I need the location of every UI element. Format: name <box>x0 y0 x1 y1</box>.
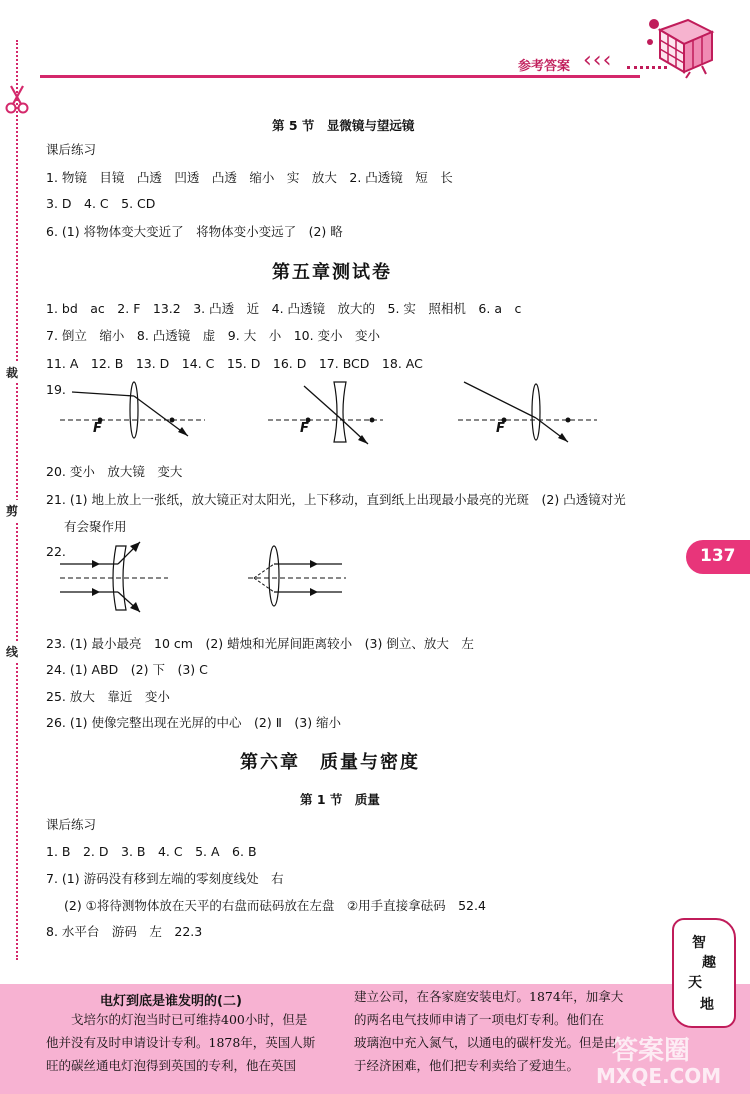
focal-label: F <box>300 421 309 436</box>
reading-line: 的两名电气技师申请了一项电灯专利。他们在 <box>354 1012 605 1027</box>
scroll-badge-char: 智 <box>692 935 706 951</box>
watermark-domain: MXQE.COM <box>596 1064 722 1088</box>
answer-line: 25. 放大 靠近 变小 <box>46 689 170 704</box>
cube-illustration <box>640 12 720 84</box>
q22-diagram-concave <box>60 538 170 618</box>
scroll-badge-char: 趣 <box>702 955 716 971</box>
answer-line: 8. 水平台 游码 左 22.3 <box>46 924 203 939</box>
reading-title: 电灯到底是谁发明的(二) <box>100 994 242 1009</box>
answer-line: 1. bd ac 2. F 13.2 3. 凸透 近 4. 凸透镜 放大的 5. 实 照相机 6. a c <box>46 301 522 316</box>
answer-line: 23. (1) 最小最亮 10 cm (2) 蜡烛和光屏间距离较小 (3) 倒立、放大 左 <box>46 636 474 651</box>
q19-diagram-convex <box>60 378 210 444</box>
page-number: 137 <box>700 546 736 566</box>
reading-line: 玻璃泡中充入氮气，以通电的碳杆发光。但是由 <box>354 1035 617 1050</box>
answer-line: 6. (1) 将物体变大变近了 将物体变小变远了 (2) 略 <box>46 224 343 239</box>
question-22-label: 22. <box>46 544 66 559</box>
answer-line: 7. 倒立 缩小 8. 凸透镜 虚 9. 大 小 10. 变小 变小 <box>46 328 381 343</box>
cut-label-cai: 裁 <box>6 362 18 383</box>
scroll-badge-char: 天 <box>688 975 702 991</box>
answer-line: 1. B 2. D 3. B 4. C 5. A 6. B <box>46 844 257 859</box>
answer-line: (2) ①将待测物体放在天平的右盘而砝码放在左盘 ②用手直接拿砝码 52.4 <box>64 898 486 913</box>
reading-line: 戈培尔的灯泡当时已可维持400小时，但是 <box>46 1012 308 1027</box>
answer-line: 3. D 4. C 5. CD <box>46 196 156 211</box>
reading-left-column <box>46 1008 346 1077</box>
chapter-title: 第六章 质量与密度 <box>240 752 420 773</box>
scroll-badge-char: 地 <box>700 997 714 1013</box>
reading-line: 他并没有及时申请设计专利。1878年，英国人斯 <box>46 1035 316 1050</box>
q19-diagram-concave <box>268 378 388 452</box>
answer-line: 24. (1) ABD (2) 下 (3) C <box>46 662 208 677</box>
exercise-heading: 课后练习 <box>46 817 97 832</box>
watermark-text: 答案圈 <box>612 1036 691 1066</box>
exercise-heading: 课后练习 <box>46 142 97 157</box>
cut-label-jian: 剪 <box>6 500 18 521</box>
answer-line: 1. 物镜 目镜 凸透 凹透 凸透 缩小 实 放大 2. 凸透镜 短 长 <box>46 170 453 185</box>
answer-line: 有会聚作用 <box>64 519 127 534</box>
question-19-label: 19. <box>46 382 66 397</box>
answer-line: 20. 变小 放大镜 变大 <box>46 464 183 479</box>
answer-line: 21. (1) 地上放上一张纸，放大镜正对太阳光，上下移动，直到纸上出现最小最亮的光斑 (2) 凸透镜对光 <box>46 492 626 507</box>
header-chevrons: ‹‹‹ <box>583 48 613 73</box>
chapter-title: 第五章测试卷 <box>272 262 392 283</box>
answer-line: 26. (1) 使像完整出现在光屏的中心 (2) Ⅱ (3) 缩小 <box>46 715 342 730</box>
section-title: 第 1 节 质量 <box>300 792 380 807</box>
q19-diagram-convex-2 <box>452 378 602 452</box>
reading-line: 于经济困难，他们把专利卖给了爱迪生。 <box>354 1058 580 1073</box>
answer-line: 7. (1) 游码没有移到左端的零刻度线处 右 <box>46 871 284 886</box>
focal-label: F <box>93 421 102 436</box>
focal-label: F <box>496 421 505 436</box>
header-rule <box>40 75 640 78</box>
reading-box <box>0 984 750 1094</box>
q22-diagram-convex <box>248 538 348 618</box>
section-title: 第 5 节 显微镜与望远镜 <box>272 118 415 133</box>
header-label: 参考答案 <box>518 59 571 74</box>
answer-line: 11. A 12. B 13. D 14. C 15. D 16. D 17. BCD 18. AC <box>46 356 423 371</box>
reading-line: 旺的碳丝通电灯泡得到英国的专利，他在英国 <box>46 1058 297 1073</box>
reading-line: 建立公司，在各家庭安装电灯。1874年，加拿大 <box>354 989 624 1004</box>
cut-label-xian: 线 <box>6 641 18 662</box>
